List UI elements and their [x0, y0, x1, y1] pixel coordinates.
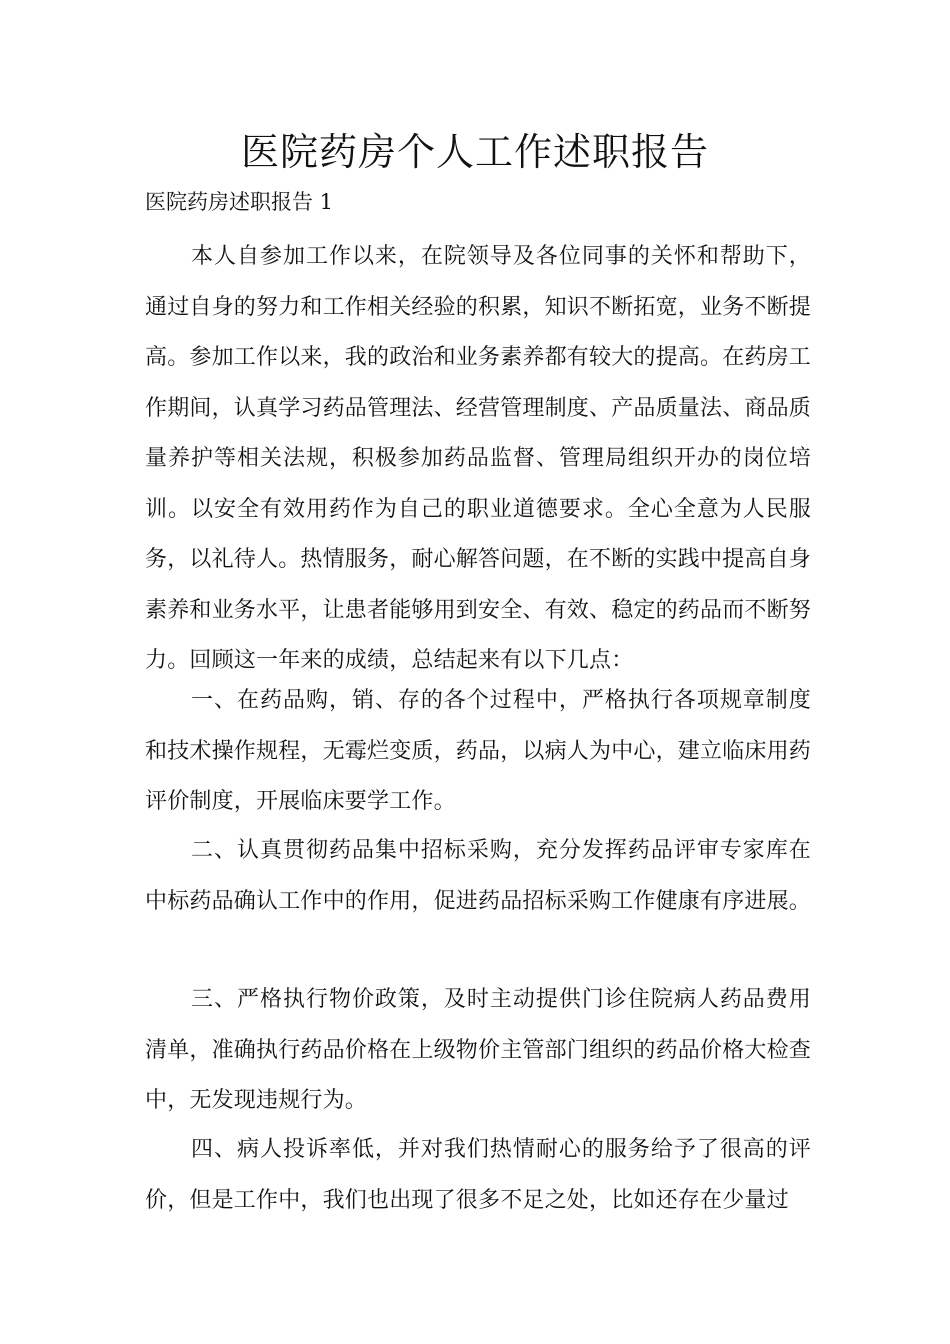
page-title: 医院药房个人工作述职报告: [240, 130, 709, 174]
body-paragraph-2: 一、在药品购，销、存的各个过程中，严格执行各项规章制度和技术操作规程，无霉烂变质，药品，以病人为中心，建立临床用药评价制度，开展临床要学工作。: [145, 688, 812, 814]
body-paragraph-1: 本人自参加工作以来，在院领导及各位同事的关怀和帮助下，通过自身的努力和工作相关经验的积累，知识不断拓宽，业务不断提高。参加工作以来，我的政治和业务素养都有较大的提高。在药房工作期间，认真学习药品管理法、经营管理制度、产品质量法、商品质量养护等相关法规，积极参加药品监督、管理局组织开办的岗位培训。以安全有效用药作为自己的职业道德要求。全心全意为人民服务，以礼待人。热情服务，耐心解答问题，在不断的实践中提高自身素养和业务水平，让患者能够用到安全、有效、稳定的药品而不断努力。回顾这一年来的成绩，总结起来有以下几点：: [145, 244, 812, 673]
section-subtitle: 医院药房述职报告 1: [145, 190, 334, 214]
body-paragraph-3: 二、认真贯彻药品集中招标采购，充分发挥药品评审专家库在中标药品确认工作中的作用，促进药品招标采购工作健康有序进展。: [145, 838, 812, 914]
body-paragraph-5: 四、病人投诉率低，并对我们热情耐心的服务给予了很高的评价，但是工作中，我们也出现了很多不足之处，比如还存在少量过: [145, 1137, 811, 1213]
body-paragraph-4: 三、严格执行物价政策，及时主动提供门诊住院病人药品费用清单，准确执行药品价格在上级物价主管部门组织的药品价格大检查中，无发现违规行为。: [145, 987, 812, 1113]
